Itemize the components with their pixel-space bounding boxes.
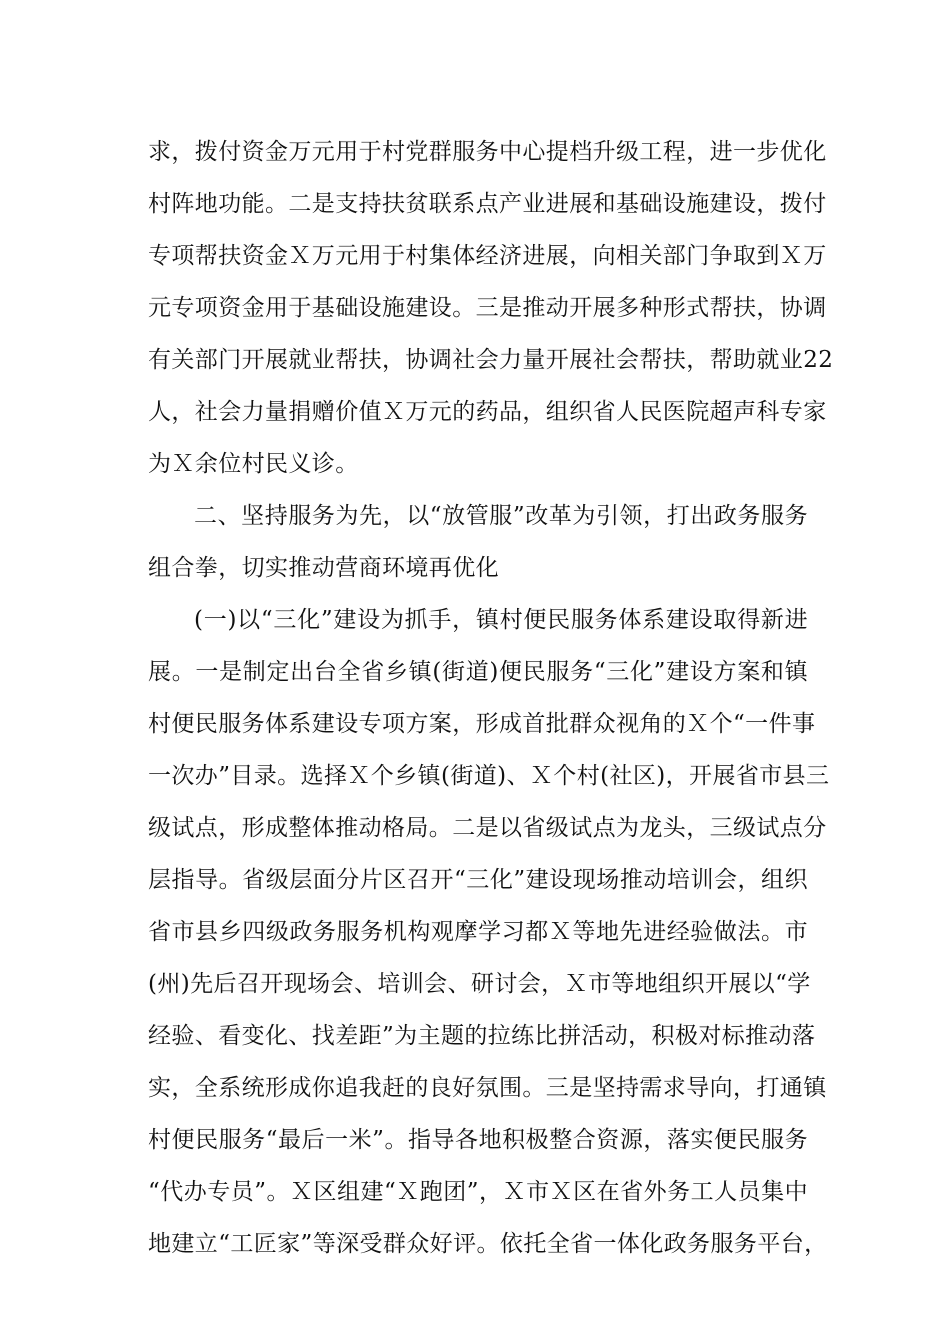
text-line-11: 展。一是制定出台全省乡镇(街道)便民服务“三化”建设方案和镇	[148, 659, 808, 685]
text-line-2: 村阵地功能。二是支持扶贫联系点产业进展和基础设施建设，拨付	[148, 191, 827, 217]
text-line-17: (州)先后召开现场会、培训会、研讨会，Ｘ市等地组织开展以“学	[148, 971, 811, 997]
text-line-3: 专项帮扶资金Ｘ万元用于村集体经济进展，向相关部门争取到Ｘ万	[148, 243, 827, 269]
body-text	[148, 126, 834, 1270]
text-line-20: 村便民服务“最后一米”。指导各地积极整合资源，落实便民服务	[148, 1127, 808, 1153]
text-line-19: 实，全系统形成你追我赶的良好氛围。三是坚持需求导向，打通镇	[148, 1075, 827, 1101]
text-line-7: 为Ｘ余位村民义诊。	[148, 451, 359, 477]
text-line-22: 地建立“工匠家”等深受群众好评。依托全省一体化政务服务平台，	[148, 1231, 828, 1257]
subsection-line-1: (一)以“三化”建设为抓手，镇村便民服务体系建设取得新进	[194, 607, 808, 633]
text-line-5: 有关部门开展就业帮扶，协调社会力量开展社会帮扶，帮助就业22	[148, 347, 834, 373]
text-line-12: 村便民服务体系建设专项方案，形成首批群众视角的Ｘ个“一件事	[148, 711, 816, 737]
text-line-4: 元专项资金用于基础设施建设。三是推动开展多种形式帮扶，协调	[148, 295, 827, 321]
text-line-15: 层指导。省级层面分片区召开“三化”建设现场推动培训会，组织	[148, 867, 808, 893]
text-line-16: 省市县乡四级政务服务机构观摩学习都Ｘ等地先进经验做法。市	[148, 919, 808, 945]
text-line-14: 级试点，形成整体推动格局。二是以省级试点为龙头，三级试点分	[148, 815, 827, 841]
text-line-21: “代办专员”。Ｘ区组建“Ｘ跑团”，Ｘ市Ｘ区在省外务工人员集中	[148, 1179, 808, 1205]
text-line-6: 人，社会力量捐赠价值Ｘ万元的药品，组织省人民医院超声科专家	[148, 399, 827, 425]
section-heading-line-1: 二、坚持服务为先，以“放管服”改革为引领，打出政务服务	[194, 503, 808, 529]
text-line-1: 求，拨付资金万元用于村党群服务中心提档升级工程，进一步优化	[148, 139, 827, 165]
text-line-13: 一次办”目录。选择Ｘ个乡镇(街道)、Ｘ个村(社区)，开展省市县三	[148, 763, 830, 789]
text-line-18: 经验、看变化、找差距”为主题的拉练比拼活动，积极对标推动落	[148, 1023, 816, 1049]
section-heading-line-2: 组合拳，切实推动营商环境再优化	[148, 555, 499, 581]
